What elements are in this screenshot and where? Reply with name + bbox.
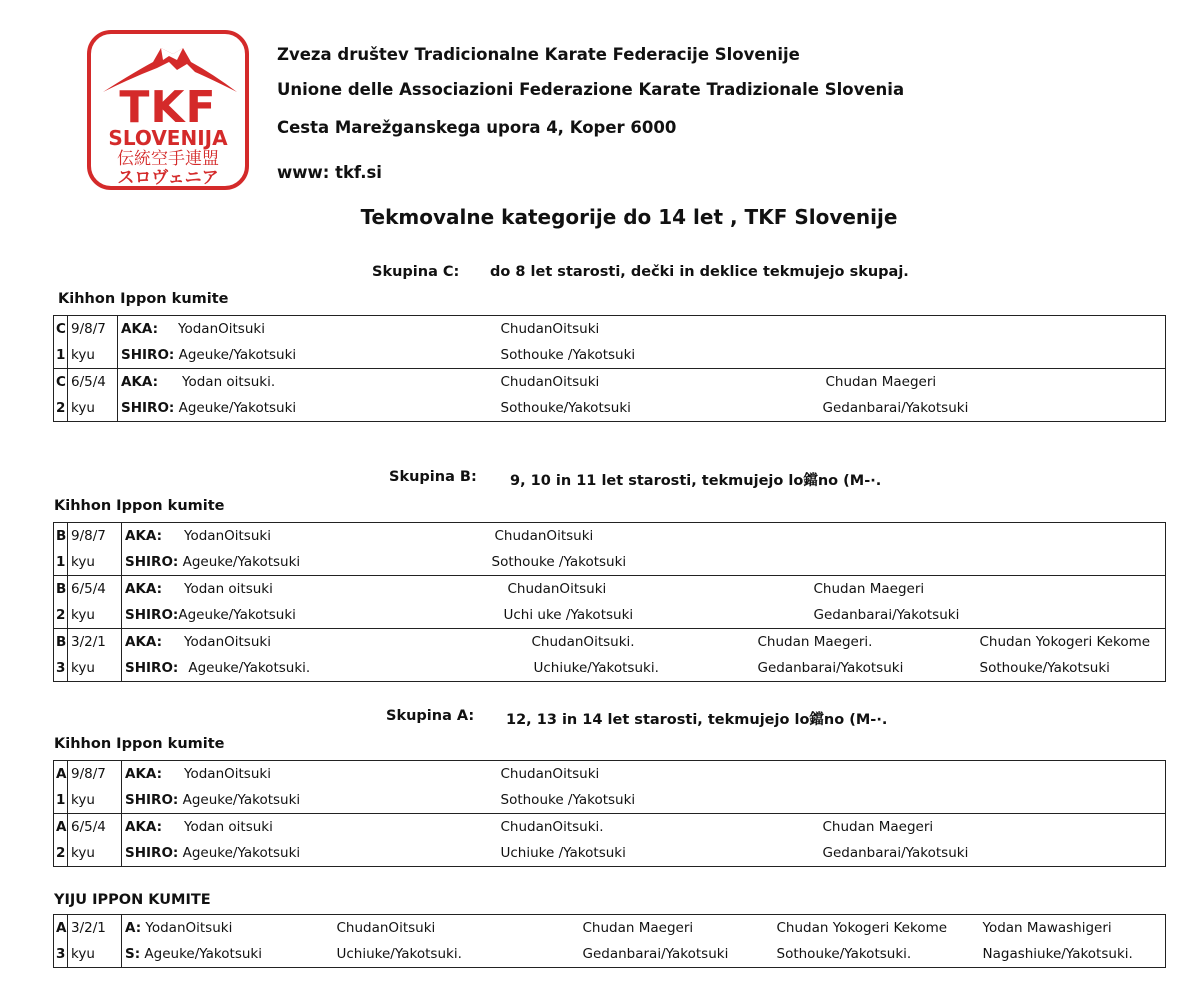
aka-technique-2: ChudanOitsuki [507, 581, 607, 597]
aka-technique-1-text: YodanOitsuki [178, 321, 265, 337]
group-b-section-title: Kihhon Ippon kumite [54, 498, 225, 514]
aka-technique-2: ChudanOitsuki [334, 915, 580, 942]
category-number: 1 [54, 342, 68, 369]
logo-tkf-text: TKF [119, 82, 217, 133]
group-c-section-title: Kihhon Ippon kumite [58, 291, 229, 307]
table-row [54, 787, 1166, 814]
aka-technique-1 [122, 915, 334, 942]
shiro-technique-2: Sothouke /Yakotsuki [492, 549, 744, 576]
shiro-label: SHIRO: [125, 845, 179, 861]
category-letter: A [54, 915, 68, 942]
org-name-italian: Unione delle Associazioni Federazione Karate Tradizionale Slovenia [277, 80, 905, 99]
shiro-technique-2: Uchi uke /Yakotsuki [492, 602, 744, 629]
aka-technique-2: ChudanOitsuki [492, 523, 744, 550]
group-a-description: 12, 13 in 14 let starosti, tekmujejo lo鐺no (M-·. [506, 712, 888, 728]
table-row [54, 369, 1166, 396]
category-letter: C [54, 316, 68, 343]
aka-label: AKA: [125, 819, 163, 835]
category-number: 3 [54, 655, 68, 682]
aka-label: AKA: [125, 634, 163, 650]
shiro-technique-1-text: Ageuke/Yakotsuki [178, 792, 301, 808]
grade-range: 9/8/7 [68, 316, 118, 343]
aka-technique-4 [966, 576, 1166, 603]
group-c-description: do 8 let starosti, dečki in deklice tekmujejo skupaj. [490, 264, 909, 280]
grade-range: 3/2/1 [68, 629, 122, 656]
shiro-technique-1-text: Ageuke/Yakotsuki [174, 400, 297, 416]
shiro-label: SHIRO: [125, 792, 179, 808]
grade-unit: kyu [68, 342, 118, 369]
aka-technique-2: ChudanOitsuki [498, 316, 820, 343]
group-c-label: Skupina C: [372, 264, 460, 280]
category-number: 1 [54, 787, 68, 814]
shiro-technique-3 [744, 549, 966, 576]
grade-range: 9/8/7 [68, 523, 122, 550]
shiro-technique-2: Sothouke/Yakotsuki [498, 395, 820, 422]
shiro-technique-1 [122, 549, 492, 576]
grade-unit: kyu [68, 655, 122, 682]
shiro-technique-2: Sothouke /Yakotsuki [498, 787, 820, 814]
shiro-technique-3: Gedanbarai/Yakotsuki [580, 941, 774, 968]
aka-technique-1-text: YodanOitsuki [141, 920, 233, 936]
category-number: 2 [54, 602, 68, 629]
shiro-technique-1-text: Ageuke/Yakotsuki. [188, 660, 311, 676]
yiju-table [53, 914, 1166, 968]
category-number: 1 [54, 549, 68, 576]
shiro-technique-1 [122, 840, 498, 867]
aka-technique-5: Yodan Mawashigeri [980, 915, 1166, 942]
aka-technique-1 [118, 369, 498, 396]
shiro-technique-1-text: Ageuke/Yakotsuki [178, 607, 296, 623]
aka-technique-1-text: Yodan oitsuki [184, 819, 273, 835]
org-address: Cesta Marežganskega upora 4, Koper 6000 [277, 118, 677, 137]
shiro-technique-2: Sothouke /Yakotsuki [498, 342, 820, 369]
aka-technique-2: ChudanOitsuki [500, 374, 600, 390]
shiro-label: SHIRO: [125, 660, 179, 676]
aka-technique-3: Chudan Maegeri. [757, 634, 873, 650]
aka-technique-1-text: YodanOitsuki [184, 766, 271, 782]
grade-range: 6/5/4 [68, 814, 122, 841]
category-letter: C [54, 369, 68, 396]
group-a-table [53, 760, 1166, 867]
category-number: 2 [54, 395, 68, 422]
table-row [54, 761, 1166, 788]
aka-label: A: [125, 920, 142, 936]
shiro-technique-1-text: Ageuke/Yakotsuki [174, 347, 297, 363]
logo-japanese-line-1: 伝統空手連盟 [117, 149, 219, 169]
grade-range: 9/8/7 [68, 761, 122, 788]
aka-label: AKA: [125, 528, 163, 544]
aka-technique-1-text: Yodan oitsuki. [182, 374, 276, 390]
aka-label: AKA: [125, 766, 163, 782]
page-title: Tekmovalne kategorije do 14 let , TKF Slovenije [360, 205, 898, 229]
aka-technique-1-text: Yodan oitsuki [184, 581, 273, 597]
aka-technique-4: Chudan Yokogeri Kekome [966, 629, 1166, 656]
aka-technique-1 [118, 316, 498, 343]
aka-technique-1-text: YodanOitsuki [184, 634, 271, 650]
aka-technique-1 [122, 761, 498, 788]
table-row [54, 395, 1166, 422]
group-a-section-title: Kihhon Ippon kumite [54, 736, 225, 752]
shiro-technique-1 [118, 395, 498, 422]
table-row [54, 915, 1166, 942]
aka-technique-1 [122, 629, 492, 656]
category-letter: B [54, 523, 68, 550]
aka-technique-2: ChudanOitsuki [498, 761, 820, 788]
shiro-technique-4: Sothouke/Yakotsuki [966, 655, 1166, 682]
table-row [54, 316, 1166, 343]
aka-technique-3 [820, 316, 1166, 343]
category-letter: A [54, 814, 68, 841]
shiro-technique-1-text: Ageuke/Yakotsuki [178, 554, 301, 570]
shiro-technique-1 [122, 787, 498, 814]
shiro-technique-1 [122, 602, 492, 629]
shiro-label: SHIRO: [125, 607, 179, 623]
shiro-label: SHIRO: [125, 554, 179, 570]
aka-technique-1 [122, 814, 498, 841]
shiro-technique-4: Sothouke/Yakotsuki. [774, 941, 980, 968]
aka-technique-3: Chudan Maegeri [820, 814, 1166, 841]
table-row [54, 576, 1166, 603]
shiro-technique-1 [122, 655, 492, 682]
aka-technique-3: Chudan Maegeri [820, 369, 1166, 396]
grade-range: 6/5/4 [68, 369, 118, 396]
table-row [54, 342, 1166, 369]
group-b-label: Skupina B: [389, 469, 477, 485]
grade-unit: kyu [68, 602, 122, 629]
grade-range: 3/2/1 [68, 915, 122, 942]
shiro-technique-2: Uchiuke/Yakotsuki. [492, 655, 744, 682]
aka-technique-2: ChudanOitsuki. [531, 634, 635, 650]
shiro-technique-2: Uchiuke /Yakotsuki [498, 840, 820, 867]
table-row [54, 602, 1166, 629]
grade-unit: kyu [68, 840, 122, 867]
shiro-technique-3 [820, 787, 1166, 814]
shiro-technique-2: Uchiuke/Yakotsuki. [334, 941, 580, 968]
grade-unit: kyu [68, 395, 118, 422]
table-row [54, 941, 1166, 968]
logo-country-text: SLOVENIJA [108, 126, 228, 150]
shiro-technique-1-text: Ageuke/Yakotsuki [178, 845, 301, 861]
table-row [54, 655, 1166, 682]
aka-label: AKA: [121, 321, 159, 337]
aka-technique-2: ChudanOitsuki. [500, 819, 604, 835]
category-letter: B [54, 629, 68, 656]
table-row [54, 814, 1166, 841]
shiro-label: S: [125, 946, 141, 962]
table-row [54, 549, 1166, 576]
shiro-technique-3 [820, 342, 1166, 369]
org-name-slovene: Zveza društev Tradicionalne Karate Federacije Slovenije [277, 45, 800, 64]
org-website: www: tkf.si [277, 163, 382, 182]
shiro-technique-3: Gedanbarai/Yakotsuki [744, 602, 966, 629]
grade-unit: kyu [68, 549, 122, 576]
group-a-label: Skupina A: [386, 708, 475, 724]
table-row [54, 840, 1166, 867]
shiro-technique-1-text: Ageuke/Yakotsuki [140, 946, 262, 962]
shiro-technique-1 [118, 342, 498, 369]
aka-technique-3: Chudan Maegeri [580, 915, 774, 942]
shiro-technique-5: Nagashiuke/Yakotsuki. [980, 941, 1166, 968]
shiro-technique-3: Gedanbarai/Yakotsuki [744, 655, 966, 682]
table-row [54, 523, 1166, 550]
tkf-logo [87, 30, 249, 190]
shiro-technique-4 [966, 549, 1166, 576]
group-b-description: 9, 10 in 11 let starosti, tekmujejo lo鐺no (M-·. [510, 473, 882, 489]
shiro-label: SHIRO: [121, 400, 175, 416]
aka-label: AKA: [125, 581, 163, 597]
category-number: 2 [54, 840, 68, 867]
aka-label: AKA: [121, 374, 159, 390]
aka-technique-1-text: YodanOitsuki [184, 528, 271, 544]
yiju-section-title: YIJU IPPON KUMITE [54, 892, 211, 908]
shiro-technique-1 [122, 941, 334, 968]
logo-japanese-line-2: スロヴェニア [117, 168, 219, 188]
aka-technique-3 [744, 523, 966, 550]
grade-unit: kyu [68, 941, 122, 968]
group-c-table [53, 315, 1166, 422]
category-number: 3 [54, 941, 68, 968]
shiro-technique-3: Gedanbarai/Yakotsuki [820, 395, 1166, 422]
aka-technique-3 [820, 761, 1166, 788]
aka-technique-3: Chudan Maegeri [813, 581, 925, 597]
category-letter: B [54, 576, 68, 603]
group-b-table [53, 522, 1166, 682]
aka-technique-1 [122, 576, 492, 603]
aka-technique-4 [966, 523, 1166, 550]
aka-technique-4: Chudan Yokogeri Kekome [774, 915, 980, 942]
grade-range: 6/5/4 [68, 576, 122, 603]
shiro-technique-3: Gedanbarai/Yakotsuki [820, 840, 1166, 867]
category-letter: A [54, 761, 68, 788]
grade-unit: kyu [68, 787, 122, 814]
aka-technique-1 [122, 523, 492, 550]
shiro-technique-4 [966, 602, 1166, 629]
shiro-label: SHIRO: [121, 347, 175, 363]
table-row [54, 629, 1166, 656]
